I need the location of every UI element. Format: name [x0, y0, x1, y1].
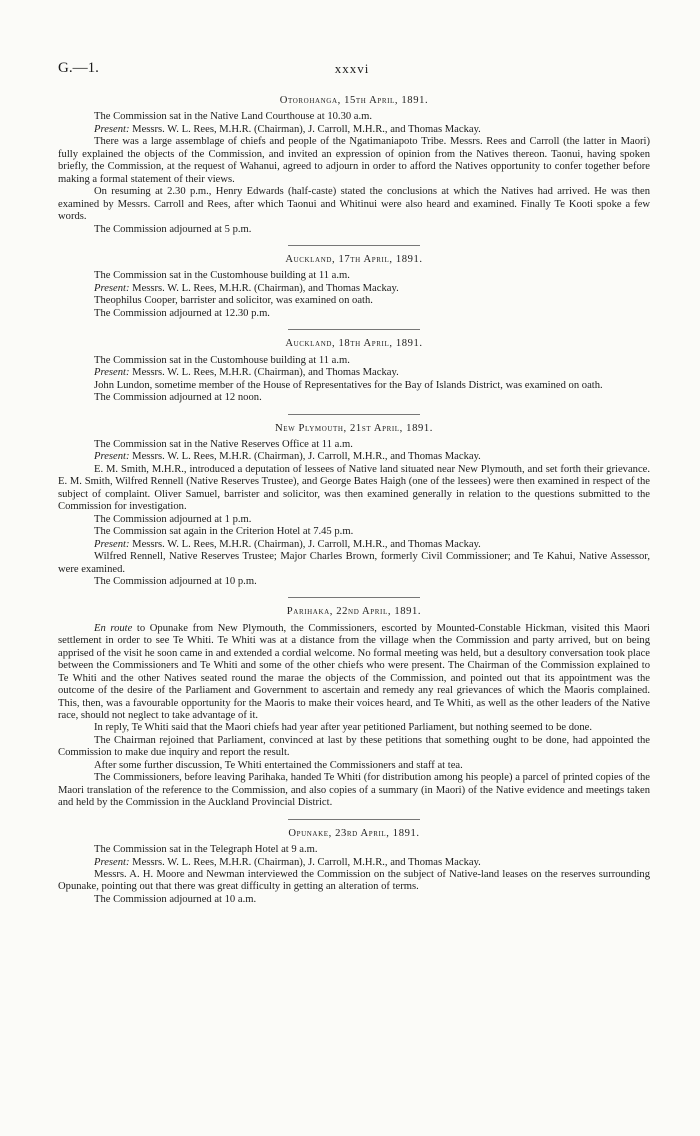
paragraph [58, 186, 650, 223]
paragraph [58, 464, 650, 514]
paragraph [58, 551, 650, 576]
paragraph-text: The Commission sat in the Telegraph Hotel at 9 a.m. [94, 844, 318, 856]
paragraph [58, 760, 650, 772]
paragraph [58, 270, 650, 282]
paragraph-text: Wilfred Rennell, Native Reserves Trustee; Major Charles Brown, formerly Civil Commissioner; and Te Kahui, Native Assessor, were examined. [58, 551, 650, 575]
paragraph [58, 380, 650, 392]
paragraph-text: The Commission adjourned at 1 p.m. [94, 513, 252, 525]
paragraph-text: Messrs. A. H. Moore and Newman interviewed the Commission on the subject of Native-land leases on the reserves surrounding Opunake, pointing out that there was great difficulty in getting an alteration of terms. [58, 869, 650, 893]
italic-label: En route [94, 622, 133, 634]
paragraph-text: The Commission adjourned at 10 p.m. [94, 575, 257, 587]
paragraph-text: Messrs. W. L. Rees, M.H.R. (Chairman), J. Carroll, M.H.R., and Thomas Mackay. [129, 123, 481, 135]
paragraph [58, 451, 650, 463]
page-header [58, 60, 646, 80]
paragraph-text: The Commission adjourned at 5 p.m. [94, 223, 252, 235]
paragraph-text: The Commission sat in the Customhouse building at 11 a.m. [94, 270, 350, 282]
paragraph-text: The Chairman rejoined that Parliament, convinced at last by these petitions that something ought to be done, had appointed the Commission to make due inquiry and report the result. [58, 734, 650, 759]
paragraph-text: Theophilus Cooper, barrister and solicitor, was examined on oath. [94, 295, 373, 307]
paragraph-text: to Opunake from New Plymouth, the Commissioners, escorted by Mounted-Constable Hickman, visited this Maori settlement in order to see Te Whiti. Te Whiti was at a distance from the village when the Commission and party arrived, but on being apprised of the visit he soon came in and extended a cordial welcome. No formal meeting was held, but a desultory conversation took place between the Commissioners and Te Whiti and some of the other chiefs who were present. The Chairman of the Commission explained to Te Whiti and the other Natives seated round the marae the objects of the Commission, and pointed out that its appointment was the outcome of the desire of the Parliament and Government to ascertain and remedy any real grievances of which the Maoris complained. This, then, was a favourable opportunity for the Maoris to make their voices heard, and Te Whiti, as well as the other leaders of the Native race, should not neglect to take advantage of it. [58, 622, 650, 722]
paragraph-text: Messrs. W. L. Rees, M.H.R. (Chairman), J. Carroll, M.H.R., and Thomas Mackay. [129, 538, 481, 550]
paragraph [58, 439, 650, 451]
paragraph [58, 772, 650, 809]
section-heading: New Plymouth, 21st April, 1891. [274, 422, 434, 434]
section-divider [288, 329, 420, 330]
italic-label: Present: [94, 856, 130, 868]
italic-label: Present: [94, 123, 130, 135]
document-body [58, 95, 650, 906]
paragraph [58, 308, 650, 320]
paragraph [58, 539, 650, 551]
section-divider [288, 819, 420, 820]
paragraph [58, 367, 650, 379]
paragraph-text: The Commission sat in the Native Land Courthouse at 10.30 a.m. [94, 111, 373, 123]
section-divider [288, 245, 420, 246]
paragraph-text: Messrs. W. L. Rees, M.H.R. (Chairman), and Thomas Mackay. [129, 367, 399, 379]
minutes-section [58, 606, 650, 809]
paragraph-text: Messrs. W. L. Rees, M.H.R. (Chairman), J. Carroll, M.H.R., and Thomas Mackay. [129, 451, 481, 463]
paragraph-text: The Commission adjourned at 12.30 p.m. [94, 307, 270, 319]
paragraph [58, 283, 650, 295]
paragraph-text: The Commission adjourned at 10 a.m. [94, 893, 257, 905]
page-number: xxxvi [334, 61, 370, 76]
italic-label: Present: [94, 367, 130, 379]
section-heading: Parihaka, 22nd April, 1891. [286, 606, 422, 618]
paragraph-text: There was a large assemblage of chiefs and people of the Ngatimaniapoto Tribe. Messrs. Rees and Carroll (the latter in Maori) fully explained the objects of the Commission, and invited an expression of opinion from the Natives thereon. Taonui, having spoken briefly, the Commission, at the request of Wahanui, agreed to adjourn in order to afford the Natives opportunity to confer together before making a formal statement of their views. [58, 136, 650, 185]
section-heading: Otorohanga, 15th April, 1891. [279, 95, 429, 106]
paragraph [58, 392, 650, 404]
paragraph [58, 844, 650, 856]
paragraph [58, 869, 650, 894]
paragraph [58, 623, 650, 723]
paragraph-text: E. M. Smith, M.H.R., introduced a deputation of lessees of Native land situated near New Plymouth, and set forth their grievance. E. M. Smith, Wilfred Rennell (Native Reserves Trustee), and George Bates Haigh (one of the lessees) were then examined in respect of the subject of complaint. Oliver Samuel, barrister and solicitor, was then examined generally in relation to the questions submitted to the Commission for investigation. [58, 463, 650, 513]
paragraph-text: After some further discussion, Te Whiti entertained the Commissioners and staff at tea. [94, 759, 463, 771]
paragraph [58, 514, 650, 526]
paragraph-text: The Commission sat in the Customhouse building at 11 a.m. [94, 354, 350, 366]
italic-label: Present: [94, 282, 130, 294]
paragraph [58, 526, 650, 538]
paragraph-text: The Commission sat again in the Criterion Hotel at 7.45 p.m. [94, 526, 354, 538]
paragraph [58, 735, 650, 760]
paragraph [58, 224, 650, 236]
document-reference: G.—1. [58, 60, 99, 76]
paragraph-text: The Commissioners, before leaving Parihaka, handed Te Whiti (for distribution among his people) a parcel of printed copies of the Maori translation of the reference to the Commission, and also copies of a summary (in Maori) of the Native evidence and meetings taken and held by the Commission in the Auckland Provincial District. [58, 772, 650, 809]
section-heading: Opunake, 23rd April, 1891. [288, 827, 420, 839]
minutes-section [58, 254, 650, 320]
minutes-section [58, 95, 650, 236]
section-divider [288, 597, 420, 598]
paragraph-text: On resuming at 2.30 p.m., Henry Edwards (half-caste) stated the conclusions at which the Natives had arrived. He was then examined by Messrs. Carroll and Rees, after which Taonui and Whitinui were also heard and examined. Finally Te Kooti spoke a few words. [58, 186, 650, 223]
section-heading: Auckland, 17th April, 1891. [285, 253, 423, 265]
italic-label: Present: [94, 451, 130, 463]
paragraph-text: Messrs. W. L. Rees, M.H.R. (Chairman), J. Carroll, M.H.R., and Thomas Mackay. [129, 856, 481, 868]
italic-label: Present: [94, 538, 130, 550]
paragraph [58, 111, 650, 123]
paragraph [58, 124, 650, 136]
paragraph-text: The Commission sat in the Native Reserves Office at 11 a.m. [94, 438, 353, 450]
paragraph [58, 355, 650, 367]
paragraph [58, 894, 650, 906]
paragraph-text: John Lundon, sometime member of the House of Representatives for the Bay of Islands District, was examined on oath. [94, 379, 603, 391]
paragraph [58, 136, 650, 186]
paragraph-text: The Commission adjourned at 12 noon. [94, 392, 262, 404]
paragraph-text: In reply, Te Whiti said that the Maori chiefs had year after year petitioned Parliament, but nothing seemed to be done. [94, 722, 592, 734]
section-heading: Auckland, 18th April, 1891. [285, 338, 423, 350]
paragraph [58, 857, 650, 869]
paragraph [58, 722, 650, 734]
paragraph [58, 295, 650, 307]
minutes-section [58, 828, 650, 907]
paragraph [58, 576, 650, 588]
section-divider [288, 414, 420, 415]
minutes-section [58, 338, 650, 404]
minutes-section [58, 423, 650, 589]
paragraph-text: Messrs. W. L. Rees, M.H.R. (Chairman), and Thomas Mackay. [129, 282, 399, 294]
